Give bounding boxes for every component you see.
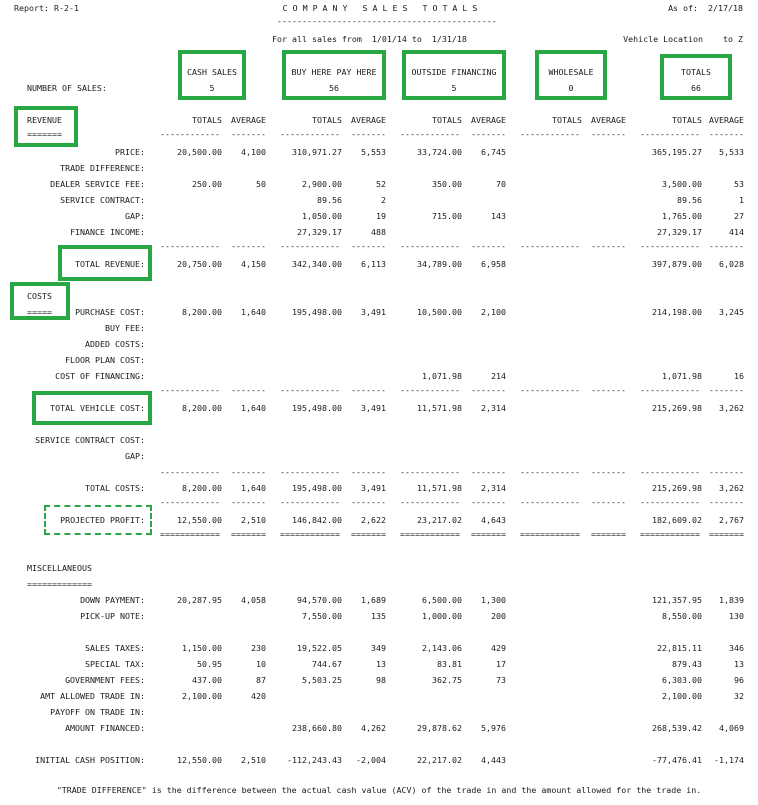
cell-cash-avg: 1,640	[241, 307, 266, 317]
cell-cash-total: 8,200.00	[182, 307, 222, 317]
column-header-bhph: BUY HERE PAY HERE	[291, 67, 377, 77]
cell-totals-avg: 96	[734, 675, 744, 685]
row-label: PURCHASE COST:	[75, 307, 145, 317]
subheader-totals: TOTALS	[312, 115, 342, 125]
cell-bhph-total: 89.56	[317, 195, 342, 205]
row-label: AMT ALLOWED TRADE IN:	[40, 691, 145, 701]
separator: =======	[231, 529, 266, 539]
cell-outside-total: 10,500.00	[417, 307, 462, 317]
cell-totals-avg: 1,839	[719, 595, 744, 605]
cell-outside-total: 23,217.02	[417, 515, 462, 525]
cell-outside-total: 362.75	[432, 675, 462, 685]
cell-totals-total: 2,100.00	[662, 691, 702, 701]
separator: -------	[709, 497, 744, 507]
cell-cash-total: 8,200.00	[182, 403, 222, 413]
cell-totals-total: 89.56	[677, 195, 702, 205]
cell-cash-avg: 230	[251, 643, 266, 653]
row-label: TRADE DIFFERENCE:	[60, 163, 145, 173]
cell-bhph-avg: 135	[371, 611, 386, 621]
cell-cash-avg: 1,640	[241, 483, 266, 493]
cell-totals-avg: 13	[734, 659, 744, 669]
revenue-box	[14, 106, 78, 147]
cell-totals-avg: -1,174	[714, 755, 744, 765]
cell-cash-total: 12,550.00	[177, 755, 222, 765]
separator: ------------	[160, 497, 220, 507]
separator: -------	[709, 385, 744, 395]
cell-bhph-total: 238,660.80	[292, 723, 342, 733]
cell-bhph-total: 195,498.00	[292, 307, 342, 317]
row-label: COST OF FINANCING:	[55, 371, 145, 381]
separator: ------------	[520, 497, 580, 507]
row-label: SERVICE CONTRACT COST:	[35, 435, 145, 445]
cell-totals-total: 215,269.98	[652, 403, 702, 413]
cell-outside-avg: 6,958	[481, 259, 506, 269]
cell-totals-total: 8,550.00	[662, 611, 702, 621]
cell-totals-total: 397,879.00	[652, 259, 702, 269]
cell-bhph-avg: 52	[376, 179, 386, 189]
cell-totals-total: 1,071.98	[662, 371, 702, 381]
column-box-totals	[660, 54, 732, 100]
separator: ------------	[280, 241, 340, 251]
separator: ------------	[400, 129, 460, 139]
separator: ------------	[640, 129, 700, 139]
cell-totals-avg: 4,069	[719, 723, 744, 733]
cell-totals-avg: 2,767	[719, 515, 744, 525]
separator: -------	[471, 497, 506, 507]
cell-bhph-avg: 13	[376, 659, 386, 669]
footnote: "TRADE DIFFERENCE" is the difference between the actual cash value (ACV) of the trade in and the amount allowed for the trade in.	[56, 785, 702, 795]
cell-bhph-avg: 19	[376, 211, 386, 221]
count-cash-sales: 5	[209, 83, 215, 93]
cell-bhph-total: 310,971.27	[292, 147, 342, 157]
row-label: GOVERNMENT FEES:	[65, 675, 145, 685]
cell-cash-avg: 50	[256, 179, 266, 189]
cell-outside-total: 1,000.00	[422, 611, 462, 621]
separator: -------	[231, 385, 266, 395]
subheader-average: AVERAGE	[709, 115, 744, 125]
row-label: PRICE:	[115, 147, 145, 157]
separator: =======	[471, 529, 506, 539]
cell-totals-avg: 3,262	[719, 483, 744, 493]
cell-bhph-total: 2,900.00	[302, 179, 342, 189]
cell-bhph-avg: -2,004	[356, 755, 386, 765]
cell-bhph-total: 7,550.00	[302, 611, 342, 621]
cell-totals-avg: 3,262	[719, 403, 744, 413]
cell-bhph-total: 1,050.00	[302, 211, 342, 221]
cell-totals-total: 215,269.98	[652, 483, 702, 493]
cell-bhph-total: 27,329.17	[297, 227, 342, 237]
cell-totals-avg: 1	[739, 195, 744, 205]
cell-outside-total: 715.00	[432, 211, 462, 221]
cell-bhph-total: 94,570.00	[297, 595, 342, 605]
separator: ------------	[400, 385, 460, 395]
separator: ------------	[640, 385, 700, 395]
cell-bhph-total: 342,340.00	[292, 259, 342, 269]
cell-cash-total: 250.00	[192, 179, 222, 189]
row-label: TOTAL COSTS:	[85, 483, 145, 493]
number-of-sales-label: NUMBER OF SALES:	[27, 83, 107, 93]
revenue-heading: REVENUE	[27, 115, 62, 125]
cell-bhph-avg: 2	[381, 195, 386, 205]
cell-cash-avg: 4,100	[241, 147, 266, 157]
separator: ------------	[160, 467, 220, 477]
separator: =======	[351, 529, 386, 539]
report-title: C O M P A N Y S A L E S T O T A L S	[282, 3, 478, 13]
cell-totals-total: 1,765.00	[662, 211, 702, 221]
cell-cash-total: 12,550.00	[177, 515, 222, 525]
revenue-underline: =======	[27, 129, 62, 139]
cell-bhph-total: -112,243.43	[287, 755, 342, 765]
cell-totals-avg: 414	[729, 227, 744, 237]
cell-cash-total: 2,100.00	[182, 691, 222, 701]
row-label: AMOUNT FINANCED:	[65, 723, 145, 733]
row-label: PROJECTED PROFIT:	[60, 515, 145, 525]
separator: ------------	[280, 385, 340, 395]
cell-cash-avg: 4,150	[241, 259, 266, 269]
as-of-date: As of: 2/17/18	[668, 3, 743, 13]
separator: -------	[591, 129, 626, 139]
cell-totals-total: 268,539.42	[652, 723, 702, 733]
cell-totals-avg: 32	[734, 691, 744, 701]
cell-cash-total: 1,150.00	[182, 643, 222, 653]
cell-cash-total: 437.00	[192, 675, 222, 685]
subheader-totals: TOTALS	[552, 115, 582, 125]
cell-totals-avg: 130	[729, 611, 744, 621]
cell-outside-avg: 6,745	[481, 147, 506, 157]
separator: -------	[231, 497, 266, 507]
cell-outside-avg: 200	[491, 611, 506, 621]
subheader-average: AVERAGE	[231, 115, 266, 125]
row-label: GAP:	[125, 451, 145, 461]
vehicle-location: Vehicle Location to Z	[623, 34, 743, 44]
separator: -------	[351, 241, 386, 251]
cell-cash-total: 20,287.95	[177, 595, 222, 605]
separator: =======	[591, 529, 626, 539]
cell-outside-avg: 5,976	[481, 723, 506, 733]
separator: ------------	[640, 241, 700, 251]
count-bhph: 56	[329, 83, 339, 93]
separator: ------------	[400, 467, 460, 477]
cell-totals-total: 22,815.11	[657, 643, 702, 653]
cell-cash-avg: 420	[251, 691, 266, 701]
row-label: SERVICE CONTRACT:	[60, 195, 145, 205]
column-header-outside-financing: OUTSIDE FINANCING	[411, 67, 497, 77]
separator: -------	[471, 467, 506, 477]
costs-underline: =====	[27, 307, 52, 317]
cell-totals-avg: 5,533	[719, 147, 744, 157]
cell-outside-avg: 2,314	[481, 403, 506, 413]
separator: -------	[591, 497, 626, 507]
cell-totals-total: 365,195.27	[652, 147, 702, 157]
separator: -------	[351, 129, 386, 139]
cell-bhph-avg: 2,622	[361, 515, 386, 525]
separator: -------	[471, 385, 506, 395]
row-label: DEALER SERVICE FEE:	[50, 179, 145, 189]
separator: -------	[591, 467, 626, 477]
separator: -------	[471, 129, 506, 139]
cell-outside-avg: 143	[491, 211, 506, 221]
separator: ------------	[280, 497, 340, 507]
separator: ------------	[520, 385, 580, 395]
cell-totals-avg: 53	[734, 179, 744, 189]
cell-totals-total: 27,329.17	[657, 227, 702, 237]
separator: -------	[351, 385, 386, 395]
row-label: ADDED COSTS:	[85, 339, 145, 349]
cell-totals-total: 6,303.00	[662, 675, 702, 685]
cell-totals-total: 121,357.95	[652, 595, 702, 605]
cell-totals-avg: 3,245	[719, 307, 744, 317]
cell-cash-avg: 1,640	[241, 403, 266, 413]
separator: ------------	[280, 129, 340, 139]
separator: ------------	[640, 497, 700, 507]
cell-cash-total: 20,750.00	[177, 259, 222, 269]
separator: ------------	[520, 241, 580, 251]
separator: -------	[231, 467, 266, 477]
row-label: TOTAL REVENUE:	[75, 259, 145, 269]
cell-outside-avg: 17	[496, 659, 506, 669]
cell-totals-total: 3,500.00	[662, 179, 702, 189]
cell-totals-avg: 6,028	[719, 259, 744, 269]
cell-cash-avg: 2,510	[241, 755, 266, 765]
cell-cash-avg: 2,510	[241, 515, 266, 525]
cell-cash-total: 8,200.00	[182, 483, 222, 493]
separator: -------	[351, 467, 386, 477]
cell-outside-avg: 4,643	[481, 515, 506, 525]
separator: ============	[400, 529, 460, 539]
misc-underline: =============	[27, 579, 92, 589]
separator: -------	[709, 241, 744, 251]
separator: ------------	[520, 129, 580, 139]
column-header-totals: TOTALS	[681, 67, 711, 77]
cell-outside-avg: 1,300	[481, 595, 506, 605]
cell-bhph-total: 744.67	[312, 659, 342, 669]
cell-cash-avg: 4,058	[241, 595, 266, 605]
cell-totals-total: 182,609.02	[652, 515, 702, 525]
separator: ------------	[280, 467, 340, 477]
subheader-totals: TOTALS	[432, 115, 462, 125]
cell-bhph-avg: 98	[376, 675, 386, 685]
count-wholesale: 0	[568, 83, 574, 93]
row-label: BUY FEE:	[105, 323, 145, 333]
cell-totals-avg: 346	[729, 643, 744, 653]
cell-totals-avg: 27	[734, 211, 744, 221]
cell-bhph-total: 19,522.05	[297, 643, 342, 653]
subheader-average: AVERAGE	[351, 115, 386, 125]
separator: ------------	[160, 241, 220, 251]
report-id: Report: R-2-1	[14, 3, 79, 13]
cell-bhph-avg: 1,689	[361, 595, 386, 605]
cell-bhph-avg: 6,113	[361, 259, 386, 269]
row-label: TOTAL VEHICLE COST:	[50, 403, 145, 413]
separator: ------------	[400, 241, 460, 251]
cell-outside-avg: 4,443	[481, 755, 506, 765]
row-label: FLOOR PLAN COST:	[65, 355, 145, 365]
column-header-wholesale: WHOLESALE	[548, 67, 594, 77]
cell-outside-total: 2,143.06	[422, 643, 462, 653]
row-label: INITIAL CASH POSITION:	[35, 755, 145, 765]
row-label: GAP:	[125, 211, 145, 221]
row-label: PICK-UP NOTE:	[80, 611, 145, 621]
cell-totals-total: 214,198.00	[652, 307, 702, 317]
cell-outside-total: 11,571.98	[417, 483, 462, 493]
cell-outside-avg: 73	[496, 675, 506, 685]
cell-bhph-total: 5,503.25	[302, 675, 342, 685]
subheader-average: AVERAGE	[471, 115, 506, 125]
separator: ============	[520, 529, 580, 539]
cell-outside-avg: 70	[496, 179, 506, 189]
cell-totals-total: 879.43	[672, 659, 702, 669]
row-label: SALES TAXES:	[85, 643, 145, 653]
cell-cash-total: 20,500.00	[177, 147, 222, 157]
cell-outside-total: 6,500.00	[422, 595, 462, 605]
separator: ============	[160, 529, 220, 539]
costs-heading: COSTS	[27, 291, 52, 301]
row-label: DOWN PAYMENT:	[80, 595, 145, 605]
separator: ============	[640, 529, 700, 539]
separator: -------	[591, 385, 626, 395]
separator: ------------	[160, 129, 220, 139]
count-outside-financing: 5	[451, 83, 457, 93]
separator: =======	[709, 529, 744, 539]
separator: -------	[351, 497, 386, 507]
cell-outside-total: 1,071.98	[422, 371, 462, 381]
row-label: SPECIAL TAX:	[85, 659, 145, 669]
cell-cash-avg: 10	[256, 659, 266, 669]
title-underline: --------------------------------------------	[277, 16, 497, 26]
row-label: PAYOFF ON TRADE IN:	[50, 707, 145, 717]
column-header-cash-sales: CASH SALES	[187, 67, 237, 77]
cell-bhph-total: 195,498.00	[292, 483, 342, 493]
cell-bhph-avg: 3,491	[361, 307, 386, 317]
separator: ------------	[400, 497, 460, 507]
separator: -------	[709, 129, 744, 139]
cell-outside-avg: 214	[491, 371, 506, 381]
cell-outside-total: 83.81	[437, 659, 462, 669]
separator: ------------	[640, 467, 700, 477]
cell-bhph-avg: 3,491	[361, 403, 386, 413]
cell-bhph-total: 195,498.00	[292, 403, 342, 413]
separator: -------	[231, 129, 266, 139]
separator: ------------	[520, 467, 580, 477]
subheader-totals: TOTALS	[672, 115, 702, 125]
cell-outside-avg: 2,314	[481, 483, 506, 493]
separator: -------	[709, 467, 744, 477]
cell-bhph-avg: 5,553	[361, 147, 386, 157]
cell-cash-avg: 87	[256, 675, 266, 685]
subheader-average: AVERAGE	[591, 115, 626, 125]
separator: -------	[471, 241, 506, 251]
subheader-totals: TOTALS	[192, 115, 222, 125]
cell-outside-total: 22,217.02	[417, 755, 462, 765]
count-totals: 66	[691, 83, 701, 93]
separator: ============	[280, 529, 340, 539]
cell-outside-total: 350.00	[432, 179, 462, 189]
cell-outside-avg: 2,100	[481, 307, 506, 317]
cell-cash-total: 50.95	[197, 659, 222, 669]
cell-outside-total: 29,878.62	[417, 723, 462, 733]
cell-bhph-avg: 349	[371, 643, 386, 653]
misc-heading: MISCELLANEOUS	[27, 563, 92, 573]
row-label: FINANCE INCOME:	[70, 227, 145, 237]
cell-outside-total: 33,724.00	[417, 147, 462, 157]
separator: -------	[231, 241, 266, 251]
cell-bhph-avg: 4,262	[361, 723, 386, 733]
cell-totals-total: -77,476.41	[652, 755, 702, 765]
cell-bhph-total: 146,842.00	[292, 515, 342, 525]
separator: ------------	[160, 385, 220, 395]
cell-outside-total: 11,571.98	[417, 403, 462, 413]
separator: -------	[591, 241, 626, 251]
cell-totals-avg: 16	[734, 371, 744, 381]
cell-bhph-avg: 488	[371, 227, 386, 237]
report-subtitle: For all sales from 1/01/14 to 1/31/18	[272, 34, 467, 44]
cell-outside-avg: 429	[491, 643, 506, 653]
cell-outside-total: 34,789.00	[417, 259, 462, 269]
cell-bhph-avg: 3,491	[361, 483, 386, 493]
